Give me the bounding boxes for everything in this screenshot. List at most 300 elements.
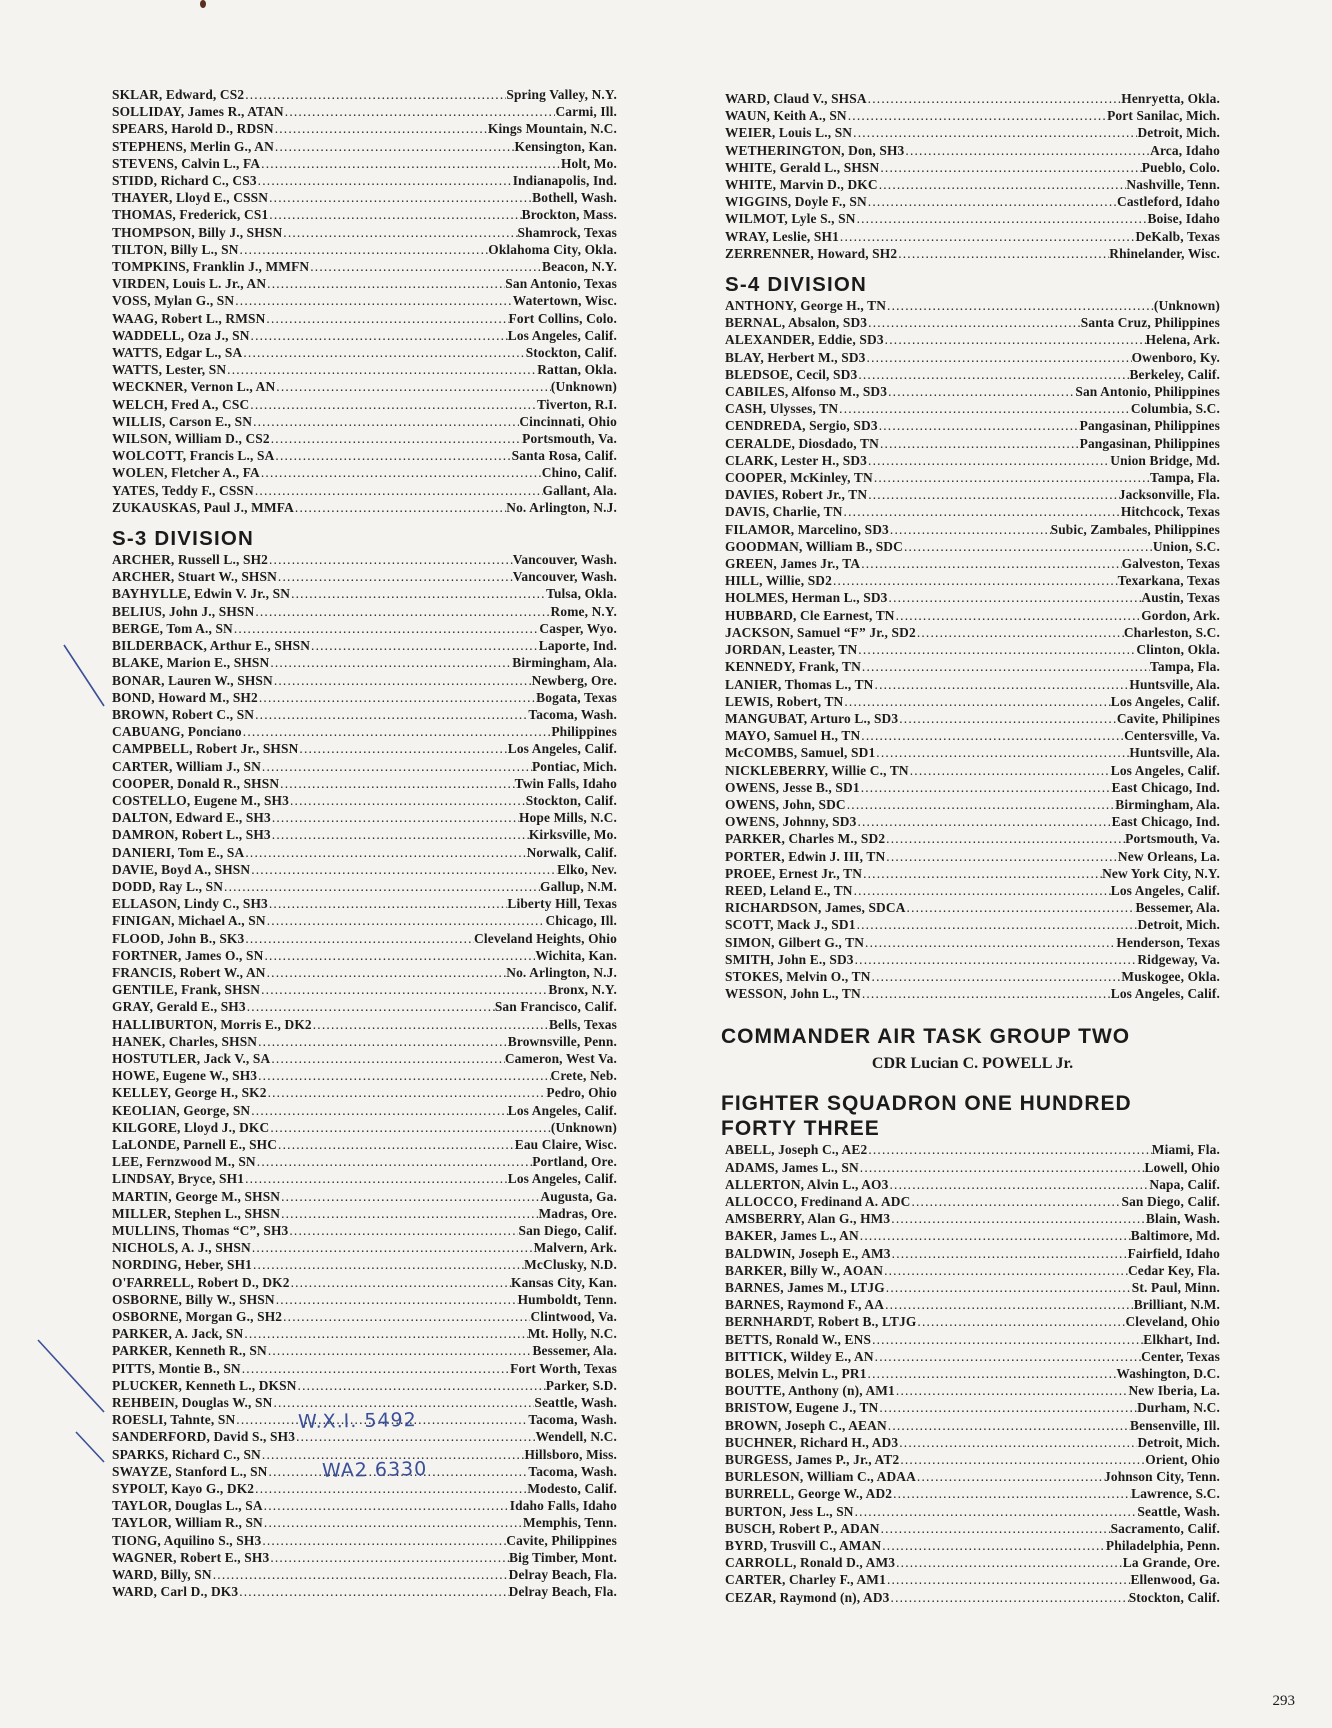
- roster-entry: [112, 1136, 617, 1153]
- leader-dots: [839, 228, 1136, 245]
- hometown: Spring Valley, N.Y.: [506, 87, 617, 102]
- sailor-name: LANIER, Thomas L., TN: [725, 676, 874, 692]
- hometown: Elkhart, Ind.: [1143, 1331, 1220, 1347]
- sailor-name: THAYER, Lloyd E., CSSN: [112, 190, 269, 206]
- sailor-name: WARD, Billy, SN: [112, 1567, 212, 1583]
- sailor-name: OWENS, John, SDC: [725, 796, 846, 812]
- leader-dots: [274, 138, 515, 155]
- leader-dots: [859, 1227, 1131, 1244]
- roster-entry: [112, 1532, 617, 1549]
- leader-dots: [881, 1537, 1106, 1554]
- roster-entry: [725, 882, 1220, 899]
- leader-dots: [234, 292, 513, 309]
- leader-dots: [891, 1245, 1128, 1262]
- hometown: Center, Texas: [1141, 1348, 1220, 1364]
- leader-dots: [244, 86, 506, 103]
- sailor-name: OWENS, Jesse B., SD1: [725, 779, 860, 795]
- sailor-name: SKLAR, Edward, CS2: [112, 87, 245, 102]
- commander-name: CDR Lucian C. POWELL Jr.: [871, 1055, 1074, 1073]
- hometown: Cavite, Philippines: [506, 1532, 617, 1548]
- sailor-name: FLOOD, John B., SK3: [112, 930, 245, 946]
- hometown: Elko, Nev.: [557, 861, 617, 877]
- leader-dots: [269, 654, 512, 671]
- sailor-name: BOLES, Melvin L., PR1: [725, 1366, 867, 1381]
- sailor-name: STIDD, Richard C., CS3: [112, 173, 257, 189]
- hometown: Clintwood, Va.: [530, 1309, 617, 1325]
- leader-dots: [250, 327, 508, 344]
- leader-dots: [290, 585, 546, 602]
- sailor-name: ABELL, Joseph C., AE2: [725, 1142, 868, 1158]
- roster-entry: [112, 826, 617, 843]
- sailor-name: SOLLIDAY, James R., ATAN: [112, 104, 284, 120]
- hometown: Philippines: [551, 724, 617, 740]
- leader-dots: [280, 1205, 538, 1222]
- leader-dots: [226, 361, 537, 378]
- leader-dots: [233, 620, 540, 637]
- catg-heading: COMMANDER AIR TASK GROUP TWO: [721, 1025, 1131, 1049]
- roster-entry: [112, 396, 617, 413]
- roster-entry: [725, 813, 1220, 830]
- roster-entry: [725, 124, 1220, 141]
- roster-entry: [725, 1227, 1220, 1244]
- sailor-name: CARTER, Charley F., AM1: [725, 1572, 886, 1588]
- leader-dots: [871, 1331, 1143, 1348]
- roster-entry: [725, 916, 1220, 933]
- hometown: Clinton, Okla.: [1136, 642, 1220, 658]
- roster-list-vf143: [725, 1141, 1220, 1605]
- hometown: DeKalb, Texas: [1135, 228, 1220, 244]
- leader-dots: [856, 813, 1111, 830]
- leader-dots: [880, 1520, 1111, 1537]
- roster-entry: [725, 314, 1220, 331]
- roster-entry: [112, 1514, 617, 1531]
- sailor-name: BLAY, Herbert M., SD3: [725, 349, 866, 365]
- leader-dots: [860, 727, 1124, 744]
- roster-entry: [112, 430, 617, 447]
- leader-dots: [251, 1239, 534, 1256]
- hometown: Crete, Neb.: [550, 1068, 617, 1084]
- hometown: Parker, S.D.: [545, 1377, 617, 1393]
- hometown: Brilliant, N.M.: [1133, 1297, 1220, 1313]
- roster-entry: [112, 120, 617, 137]
- sailor-name: SIMON, Gilbert G., TN: [725, 934, 865, 950]
- hometown: Vancouver, Wash.: [512, 569, 617, 585]
- hometown: Malvern, Ark.: [533, 1240, 617, 1256]
- roster-entry: [112, 103, 617, 120]
- hometown: Bells, Texas: [548, 1016, 617, 1032]
- hometown: Ridgeway, Va.: [1137, 951, 1220, 967]
- roster-entry: [112, 155, 617, 172]
- hometown: Pedro, Ohio: [546, 1085, 617, 1101]
- leader-dots: [250, 861, 557, 878]
- roster-entry: [725, 1331, 1220, 1348]
- sailor-name: WHITE, Marvin D., DKC: [725, 177, 878, 193]
- roster-entry: [112, 189, 617, 206]
- hometown: Bensenville, Ill.: [1130, 1417, 1220, 1433]
- leader-dots: [874, 676, 1130, 693]
- hometown: Fort Worth, Texas: [510, 1360, 617, 1376]
- leader-dots: [886, 1571, 1131, 1588]
- roster-entry: [112, 861, 617, 878]
- hometown: Bronx, N.Y.: [548, 982, 617, 998]
- roster-entry: [725, 934, 1220, 951]
- hometown: New York City, N.Y.: [1102, 865, 1220, 881]
- hometown: Memphis, Tenn.: [522, 1515, 617, 1531]
- roster-entry: [725, 1296, 1220, 1313]
- leader-dots: [289, 792, 526, 809]
- vf143-heading-line1: FIGHTER SQUADRON ONE HUNDRED: [721, 1092, 1132, 1116]
- sailor-name: BELIUS, John J., SHSN: [112, 603, 255, 619]
- roster-entry: [725, 435, 1220, 452]
- roster-entry: [112, 1239, 617, 1256]
- sailor-name: McCOMBS, Samuel, SD1: [725, 745, 876, 761]
- sailor-name: FORTNER, James O., SN: [112, 947, 264, 963]
- leader-dots: [860, 555, 1121, 572]
- leader-dots: [895, 1382, 1129, 1399]
- sailor-name: STEPHENS, Merlin G., AN: [112, 138, 274, 154]
- sailor-name: BRISTOW, Eugene J., TN: [725, 1400, 879, 1416]
- sailor-name: YATES, Teddy F., CSSN: [112, 482, 254, 498]
- leader-dots: [274, 120, 488, 137]
- hometown: Los Angeles, Calif.: [507, 1171, 617, 1187]
- roster-entry: [725, 624, 1220, 641]
- sailor-name: DALTON, Edward E., SH3: [112, 810, 271, 826]
- leader-dots: [859, 1159, 1145, 1176]
- s4-division-heading: S-4 DIVISION: [725, 273, 867, 297]
- hometown: Lawrence, S.C.: [1131, 1486, 1220, 1502]
- sailor-name: BUSCH, Robert P., ADAN: [725, 1520, 880, 1536]
- hometown: Huntsville, Ala.: [1129, 745, 1220, 761]
- roster-entry: [725, 1141, 1220, 1158]
- hometown: Kansas City, Kan.: [511, 1274, 617, 1290]
- roster-entry: [112, 361, 617, 378]
- hometown: East Chicago, Ind.: [1111, 779, 1220, 795]
- roster-entry: [725, 176, 1220, 193]
- vf143-heading-line2: FORTY THREE: [721, 1117, 880, 1141]
- roster-entry: [112, 482, 617, 499]
- sailor-name: MAYO, Samuel H., TN: [725, 728, 861, 744]
- roster-entry: [725, 1193, 1220, 1210]
- roster-entry: [725, 297, 1220, 314]
- hometown: Modesto, Calif.: [527, 1481, 617, 1497]
- roster-entry: [725, 1382, 1220, 1399]
- sailor-name: O'FARRELL, Robert D., DK2: [112, 1274, 290, 1290]
- roster-entry: [725, 1176, 1220, 1193]
- roster-entry: [112, 620, 617, 637]
- sailor-name: ZUKAUSKAS, Paul J., MMFA: [112, 499, 294, 515]
- roster-entry: [112, 1497, 617, 1514]
- leader-dots: [261, 1532, 506, 1549]
- leader-dots: [906, 899, 1136, 916]
- sailor-name: DAVIE, Boyd A., SHSN: [112, 861, 251, 877]
- leader-dots: [254, 706, 528, 723]
- leader-dots: [223, 878, 540, 895]
- roster-entry: [725, 641, 1220, 658]
- leader-dots: [246, 998, 495, 1015]
- sailor-name: COOPER, Donald R., SHSN: [112, 775, 280, 791]
- hometown: Rattan, Okla.: [537, 362, 617, 378]
- sailor-name: WILSON, William D., CS2: [112, 431, 270, 447]
- leader-dots: [270, 1050, 504, 1067]
- hometown: Austin, Texas: [1141, 590, 1220, 606]
- roster-entry: [725, 503, 1220, 520]
- roster-entry: [112, 1153, 617, 1170]
- hometown: Holt, Mo.: [560, 155, 617, 171]
- leader-dots: [878, 417, 1080, 434]
- hometown: Norwalk, Calif.: [526, 844, 617, 860]
- roster-entry: [725, 848, 1220, 865]
- roster-entry: [112, 637, 617, 654]
- hometown: Tacoma, Wash.: [528, 1463, 617, 1479]
- hometown: Detroit, Mich.: [1137, 1434, 1220, 1450]
- hometown: Tampa, Fla.: [1150, 659, 1220, 675]
- handwritten-note-2: WA2 6330: [321, 1458, 428, 1482]
- sailor-name: PARKER, Charles M., SD2: [725, 831, 886, 847]
- roster-entry: [725, 1417, 1220, 1434]
- hometown: Liberty Hill, Texas: [507, 896, 617, 912]
- roster-entry: [112, 1205, 617, 1222]
- leader-dots: [843, 693, 1110, 710]
- sailor-name: HALLIBURTON, Morris E., DK2: [112, 1016, 312, 1032]
- hometown: Santa Cruz, Philippines: [1080, 315, 1220, 331]
- sailor-name: WETHERINGTON, Don, SH3: [725, 142, 905, 158]
- roster-entry: [112, 1256, 617, 1273]
- sailor-name: BARKER, Billy W., AOAN: [725, 1262, 884, 1278]
- hometown: Kirksville, Mo.: [528, 827, 617, 843]
- roster-entry: [725, 555, 1220, 572]
- hometown: Los Angeles, Calif.: [1110, 693, 1220, 709]
- leader-dots: [861, 658, 1150, 675]
- leader-dots: [867, 486, 1119, 503]
- hometown: Mt. Holly, N.C.: [527, 1326, 617, 1342]
- roster-entry: [725, 899, 1220, 916]
- hometown: Kings Mountain, N.C.: [487, 121, 617, 137]
- roster-entry: [112, 172, 617, 189]
- hometown: Hitchcock, Texas: [1120, 504, 1220, 520]
- hometown: Madras, Ore.: [538, 1205, 617, 1221]
- hometown: Owenboro, Ky.: [1131, 349, 1220, 365]
- sailor-name: OSBORNE, Billy W., SHSN: [112, 1291, 275, 1307]
- sailor-name: BOUTTE, Anthony (n), AM1: [725, 1383, 895, 1399]
- sailor-name: KENNEDY, Frank, TN: [725, 659, 861, 675]
- hometown: Miami, Fla.: [1151, 1142, 1220, 1158]
- hometown: McClusky, N.D.: [524, 1257, 617, 1273]
- hometown: Gordon, Ark.: [1141, 607, 1220, 623]
- hometown: Pontiac, Mich.: [531, 758, 617, 774]
- roster-entry: [112, 723, 617, 740]
- hometown: Philadelphia, Penn.: [1105, 1538, 1220, 1554]
- sailor-name: ANTHONY, George H., TN: [725, 298, 887, 314]
- sailor-name: JORDAN, Leaster, TN: [725, 642, 858, 658]
- roster-entry: [112, 740, 617, 757]
- leader-dots: [294, 499, 506, 516]
- hometown: Tulsa, Okla.: [546, 586, 617, 602]
- leader-dots: [269, 1549, 509, 1566]
- hometown: Oklahoma City, Okla.: [488, 241, 617, 257]
- hometown: Henryetta, Okla.: [1121, 91, 1220, 106]
- roster-entry: [725, 710, 1220, 727]
- hometown: Gallant, Ala.: [542, 482, 617, 498]
- hometown: Union, S.C.: [1152, 538, 1220, 554]
- hometown: Birmingham, Ala.: [512, 655, 617, 671]
- roster-entry: [725, 968, 1220, 985]
- sailor-name: BAYHYLLE, Edwin V. Jr., SN: [112, 586, 291, 602]
- leader-dots: [297, 1377, 546, 1394]
- leader-dots: [271, 809, 519, 826]
- hometown: Nashville, Tenn.: [1126, 177, 1220, 193]
- hometown: La Grande, Ore.: [1122, 1555, 1220, 1571]
- roster-entry: [725, 1537, 1220, 1554]
- hometown: Castleford, Idaho: [1117, 194, 1220, 210]
- roster-entry: [725, 572, 1220, 589]
- roster-entry: [112, 1480, 617, 1497]
- sailor-name: DAMRON, Robert L., SH3: [112, 827, 271, 843]
- hometown: Baltimore, Md.: [1130, 1228, 1220, 1244]
- leader-dots: [916, 624, 1124, 641]
- hometown: Portsmouth, Va.: [522, 431, 617, 447]
- leader-dots: [254, 1480, 527, 1497]
- sailor-name: ALEXANDER, Eddie, SD3: [725, 332, 884, 348]
- roster-entry: [725, 796, 1220, 813]
- leader-dots: [898, 1434, 1137, 1451]
- roster-entry: [725, 951, 1220, 968]
- hometown: Pangasinan, Philippines: [1079, 435, 1220, 451]
- sailor-name: BILDERBACK, Arthur E., SHSN: [112, 638, 311, 654]
- hometown: Hope Mills, N.C.: [519, 810, 617, 826]
- roster-entry: [112, 1291, 617, 1308]
- sailor-name: ROESLI, Tahnte, SN: [112, 1412, 236, 1428]
- leader-dots: [832, 572, 1118, 589]
- roster-entry: [112, 138, 617, 155]
- sailor-name: CABILES, Alfonso M., SD3: [725, 384, 888, 400]
- leader-dots: [269, 1119, 551, 1136]
- leader-dots: [257, 172, 513, 189]
- hometown: Cleveland Heights, Ohio: [474, 930, 617, 946]
- sailor-name: BROWN, Joseph C., AEAN: [725, 1417, 887, 1433]
- hometown: Chino, Calif.: [541, 465, 617, 481]
- roster-entry: [725, 210, 1220, 227]
- roster-entry: [725, 1159, 1220, 1176]
- roster-entry: [112, 792, 617, 809]
- sailor-name: BURLESON, William C., ADAA: [725, 1469, 916, 1485]
- leader-dots: [898, 710, 1117, 727]
- leader-dots: [266, 964, 507, 981]
- leader-dots: [889, 521, 1051, 538]
- hometown: Vancouver, Wash.: [512, 552, 617, 568]
- leader-dots: [867, 452, 1110, 469]
- sailor-name: TOMPKINS, Franklin J., MMFN: [112, 259, 310, 275]
- hometown: Brockton, Mass.: [521, 207, 617, 223]
- hometown: Wendell, N.C.: [535, 1429, 617, 1445]
- roster-entry: [112, 292, 617, 309]
- sailor-name: HOSTUTLER, Jack V., SA: [112, 1050, 271, 1066]
- sailor-name: WILLIS, Carson E., SN: [112, 413, 253, 429]
- roster-entry: [112, 1067, 617, 1084]
- sailor-name: BERNHARDT, Robert B., LTJG: [725, 1314, 917, 1330]
- roster-entry: [725, 762, 1220, 779]
- roster-entry: [725, 1313, 1220, 1330]
- roster-entry: [112, 275, 617, 292]
- sailor-name: TAYLOR, Douglas L., SA: [112, 1498, 263, 1514]
- leader-dots: [263, 1514, 523, 1531]
- sailor-name: BERGE, Tom A., SN: [112, 620, 233, 636]
- hometown: Lowell, Ohio: [1144, 1159, 1220, 1175]
- sailor-name: OSBORNE, Morgan G., SH2: [112, 1309, 283, 1325]
- roster-entry: [112, 1050, 617, 1067]
- sailor-name: HILL, Willie, SD2: [725, 573, 832, 589]
- leader-dots: [875, 744, 1129, 761]
- roster-entry: [112, 1119, 617, 1136]
- sailor-name: BARNES, James M., LTJG: [725, 1279, 885, 1295]
- roster-entry: [725, 142, 1220, 159]
- leader-dots: [916, 1313, 1125, 1330]
- leader-dots: [298, 740, 507, 757]
- leader-dots: [212, 1566, 509, 1583]
- sailor-name: BYRD, Trusvill C., AMAN: [725, 1538, 882, 1554]
- hometown: (Unknown): [550, 1119, 617, 1135]
- sailor-name: THOMPSON, Billy J., SHSN: [112, 224, 283, 240]
- roster-entry: [725, 538, 1220, 555]
- roster-entry: [112, 930, 617, 947]
- sailor-name: SPEARS, Harold D., RDSN: [112, 121, 274, 137]
- page-number: 293: [1272, 1693, 1295, 1709]
- sailor-name: CERALDE, Diosdado, TN: [725, 435, 879, 451]
- hometown: Bessemer, Ala.: [1135, 900, 1220, 916]
- hometown: San Antonio, Texas: [505, 276, 617, 292]
- hometown: Detroit, Mich.: [1137, 917, 1220, 933]
- hometown: Subic, Zambales, Philippines: [1050, 521, 1220, 537]
- hometown: Cincinnati, Ohio: [519, 413, 617, 429]
- hometown: Columbia, S.C.: [1130, 401, 1220, 417]
- sailor-name: GOODMAN, William B., SDC: [725, 538, 903, 554]
- hometown: Seattle, Wash.: [534, 1395, 617, 1411]
- sailor-name: GENTILE, Frank, SHSN: [112, 982, 261, 998]
- leader-dots: [854, 1503, 1138, 1520]
- hometown: San Antonio, Philippines: [1075, 384, 1220, 400]
- sailor-name: CARTER, William J., SN: [112, 758, 261, 774]
- leader-dots: [897, 245, 1109, 262]
- leader-dots: [885, 1279, 1132, 1296]
- hometown: Rome, N.Y.: [550, 603, 617, 619]
- hometown: Jacksonville, Fla.: [1118, 487, 1220, 503]
- roster-entry: [725, 1589, 1220, 1606]
- leader-dots: [284, 103, 556, 120]
- roster-entry: [112, 206, 617, 223]
- hometown: Bessemer, Ala.: [532, 1343, 617, 1359]
- sailor-name: WARD, Claud V., SHSA: [725, 91, 867, 106]
- sailor-name: BAKER, James L., AN: [725, 1228, 859, 1244]
- roster-entry: [112, 344, 617, 361]
- roster-entry: [725, 1262, 1220, 1279]
- sailor-name: WAUN, Keith A., SN: [725, 108, 847, 124]
- sailor-name: BURTON, Jess L., SN: [725, 1503, 854, 1519]
- hometown: New Orleans, La.: [1117, 848, 1220, 864]
- leader-dots: [244, 844, 526, 861]
- roster-entry: [725, 331, 1220, 348]
- sailor-name: AMSBERRY, Alan G., HM3: [725, 1211, 891, 1227]
- sailor-name: FINIGAN, Michael A., SN: [112, 913, 266, 929]
- roster-entry: [112, 413, 617, 430]
- sailor-name: STOKES, Melvin O., TN: [725, 968, 871, 984]
- leader-dots: [274, 447, 511, 464]
- leader-dots: [288, 1222, 518, 1239]
- roster-entry: [112, 809, 617, 826]
- hometown: Durham, N.C.: [1137, 1400, 1220, 1416]
- leader-dots: [267, 1342, 533, 1359]
- roster-entry: [725, 607, 1220, 624]
- sailor-name: ADAMS, James L., SN: [725, 1159, 859, 1175]
- leader-dots: [884, 331, 1146, 348]
